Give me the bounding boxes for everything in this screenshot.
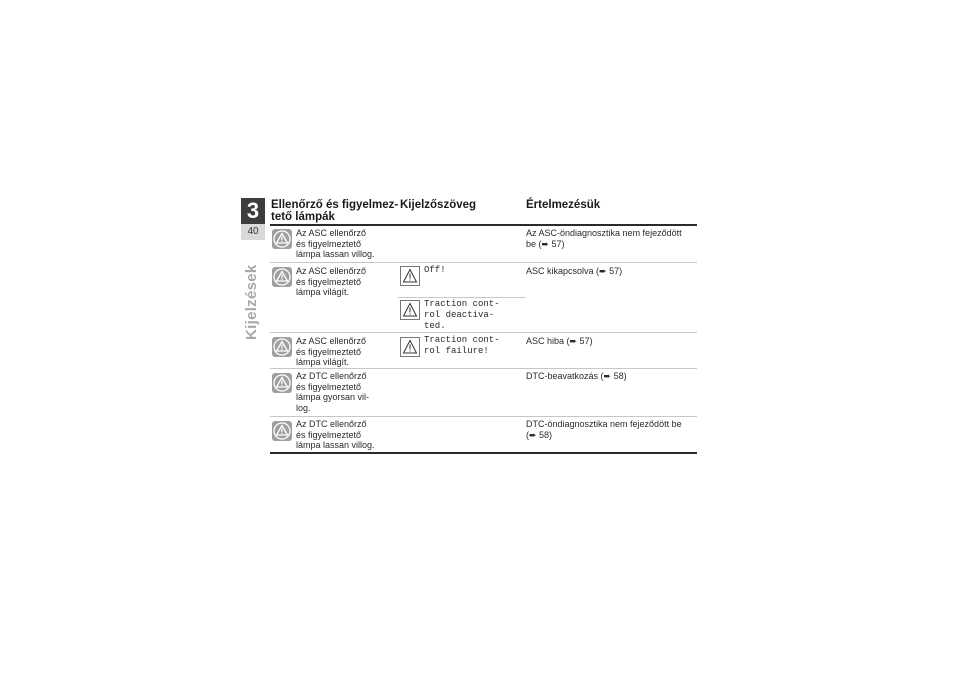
row5-lamp-description: Az DTC ellenőrző és figyelmeztető lámpa gyorsan vil- log.	[296, 371, 370, 413]
asc-warning-lamp-icon	[272, 337, 292, 357]
warning-triangle-icon	[400, 337, 420, 357]
chapter-number-box: 3	[241, 198, 265, 224]
table-bottom-divider	[270, 452, 697, 454]
page-number: 40	[241, 224, 265, 240]
row4-display-text: Traction cont- rol failure!	[424, 335, 500, 356]
side-chapter-title: Kijelzések	[243, 264, 260, 340]
dtc-warning-lamp-icon	[272, 421, 292, 441]
row4-meaning: ASC hiba (➨ 57)	[526, 336, 593, 346]
asc-warning-lamp-icon	[272, 229, 292, 249]
row2-lamp-description: Az ASC ellenőrző és figyelmeztető lámpa világít.	[296, 266, 367, 297]
header-display-text: Kijelzőszöveg	[400, 199, 477, 211]
row3-display-text: Traction cont- rol deactiva- ted.	[424, 299, 500, 331]
row1-meaning: Az ASC-öndiagnosztika nem fejeződött be (➨ 57)	[526, 228, 682, 249]
row2-display-text: Off!	[424, 265, 446, 275]
row5-meaning: DTC-beavatkozás (➨ 58)	[526, 371, 627, 381]
warning-triangle-icon	[400, 266, 420, 286]
row1-lamp-description: Az ASC ellenőrző és figyelmeztető lámpa lassan villog.	[296, 228, 375, 259]
header-meaning: Értelmezésük	[526, 199, 601, 211]
warning-triangle-icon	[400, 300, 420, 320]
header-divider	[270, 224, 697, 226]
row4-lamp-description: Az ASC ellenőrző és figyelmeztető lámpa világít.	[296, 336, 367, 367]
dtc-warning-lamp-icon	[272, 373, 292, 393]
row-divider	[270, 262, 697, 263]
row6-lamp-description: Az DTC ellenőrző és figyelmeztető lámpa lassan villog.	[296, 419, 375, 450]
row6-meaning: DTC-öndiagnosztika nem fejeződött be (➨ 58)	[526, 419, 682, 440]
row2-meaning: ASC kikapcsolva (➨ 57)	[526, 266, 623, 276]
row-divider	[398, 297, 526, 298]
row-divider	[270, 416, 697, 417]
row-divider	[270, 332, 697, 333]
asc-warning-lamp-icon	[272, 267, 292, 287]
row-divider	[270, 368, 697, 369]
header-lamps: Ellenőrző és figyelmez- tető lámpák	[271, 199, 399, 223]
